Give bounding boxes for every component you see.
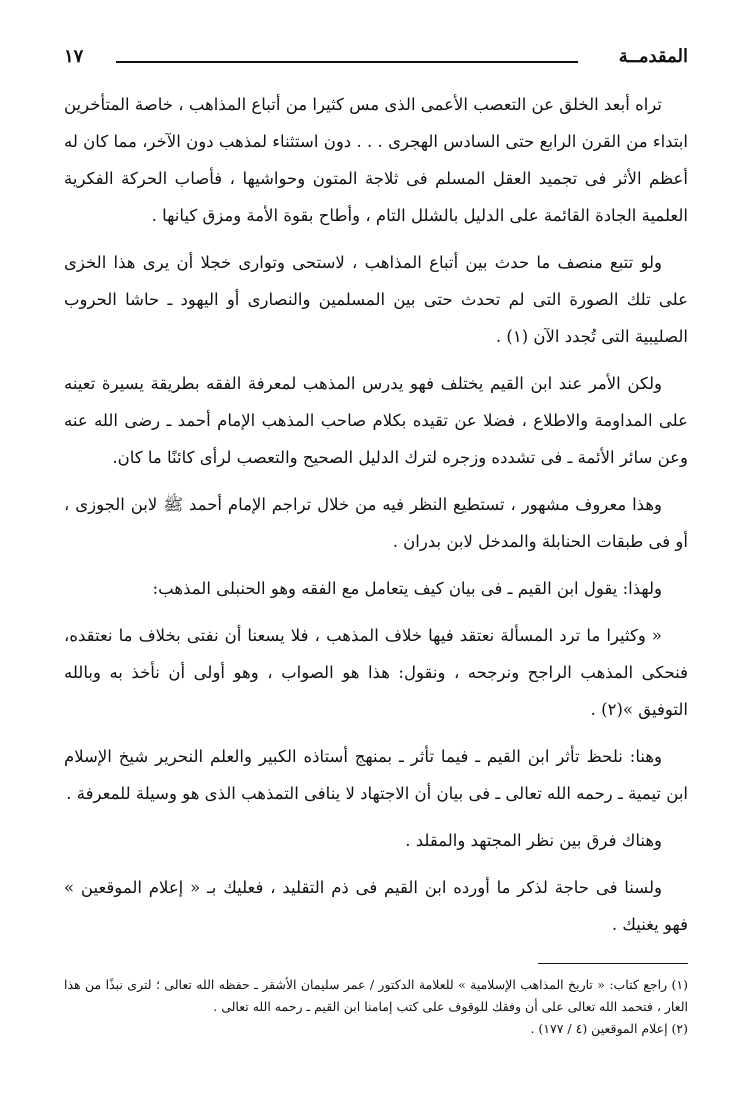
footnote-separator: [538, 963, 688, 964]
footnote-1: (١) راجع كتاب: « تاريخ المذاهب الإسلامية » للعلامة الدكتور / عمر سليمان الأشقر ـ حفظه الله تعالى ؛ لترى نبذًا من هذا العار ، فتحمد الله تعالى على أن وفقك للوقوف على كتب إمامنا ابن القيم ـ رحمه الله تعالى .: [64, 977, 688, 1014]
page-number: ١٧: [64, 46, 84, 67]
main-text: [64, 86, 688, 943]
paragraph: ولهذا: يقول ابن القيم ـ فى بيان كيف يتعامل مع الفقه وهو الحنبلى المذهب:: [152, 579, 662, 598]
quote-paragraph: « وكثيرا ما ترد المسألة نعتقد فيها خلاف المذهب ، فلا يسعنا أن نفتى بخلاف ما نعتقده، فنحكى المذهب الراجح ونرجحه ، ونقول: هذا هو الصواب ، وهو أولى أن نأخذ به وبالله التوفيق »(٢) .: [64, 626, 688, 719]
chapter-title: المقدمــة: [618, 46, 688, 67]
paragraph: ولكن الأمر عند ابن القيم يختلف فهو يدرس المذهب لمعرفة الفقه بطريقة يسيرة تعينه على المداومة والاطلاع ، فضلا عن تقيده بكلام صاحب المذهب الإمام أحمد ـ رضى الله عنه وعن سائر الأئمة ـ فى تشدده وزجره لترك الدليل الصحيح والتعصب لرأى كائنًا ما كان.: [64, 374, 688, 467]
footnotes: [64, 974, 688, 1040]
header-rule: [116, 61, 578, 63]
paragraph: وهنا: نلحظ تأثر ابن القيم ـ فيما تأثر ـ بمنهج أستاذه الكبير والعلم النحرير شيخ الإسلام ابن تيمية ـ رحمه الله تعالى ـ فى بيان أن الاجتهاد لا ينافى التمذهب الذى هو وسيلة للمعرفة .: [64, 747, 688, 803]
running-header: [64, 38, 688, 68]
paragraph: وهذا معروف مشهور ، تستطيع النظر فيه من خلال تراجم الإمام أحمد ﷺ لابن الجوزى ، أو فى طبقات الحنابلة والمدخل لابن بدران .: [64, 495, 688, 551]
paragraph: ولسنا فى حاجة لذكر ما أورده ابن القيم فى ذم التقليد ، فعليك بـ « إعلام الموقعين » فهو يغنيك .: [64, 878, 688, 934]
paragraph: ولو تتبع منصف ما حدث بين أتباع المذاهب ، لاستحى وتوارى خجلا أن يرى هذا الخزى على تلك الصورة التى لم تحدث حتى بين المسلمين والنصارى أو اليهود ـ حاشا الحروب الصليبية التى تُجدد الآن (١) .: [64, 253, 688, 346]
footnote-2: (٢) إعلام الموقعين (٤ / ١٧٧) .: [530, 1021, 688, 1036]
paragraph: تراه أبعد الخلق عن التعصب الأعمى الذى مس كثيرا من أتباع المذاهب ، خاصة المتأخرين ابتداء من القرن الرابع حتى السادس الهجرى . . . دون استثناء لمذهب دون الآخر، مما كان له أعظم الأثر فى تجميد العقل المسلم فى ثلاجة المتون وحواشيها ، فأصاب الحركة الفكرية العلمية الجادة القائمة على الدليل بالشلل التام ، وأطاح بقوة الأمة ومزق كيانها .: [64, 95, 688, 225]
paragraph: وهناك فرق بين نظر المجتهد والمقلد .: [405, 831, 662, 850]
